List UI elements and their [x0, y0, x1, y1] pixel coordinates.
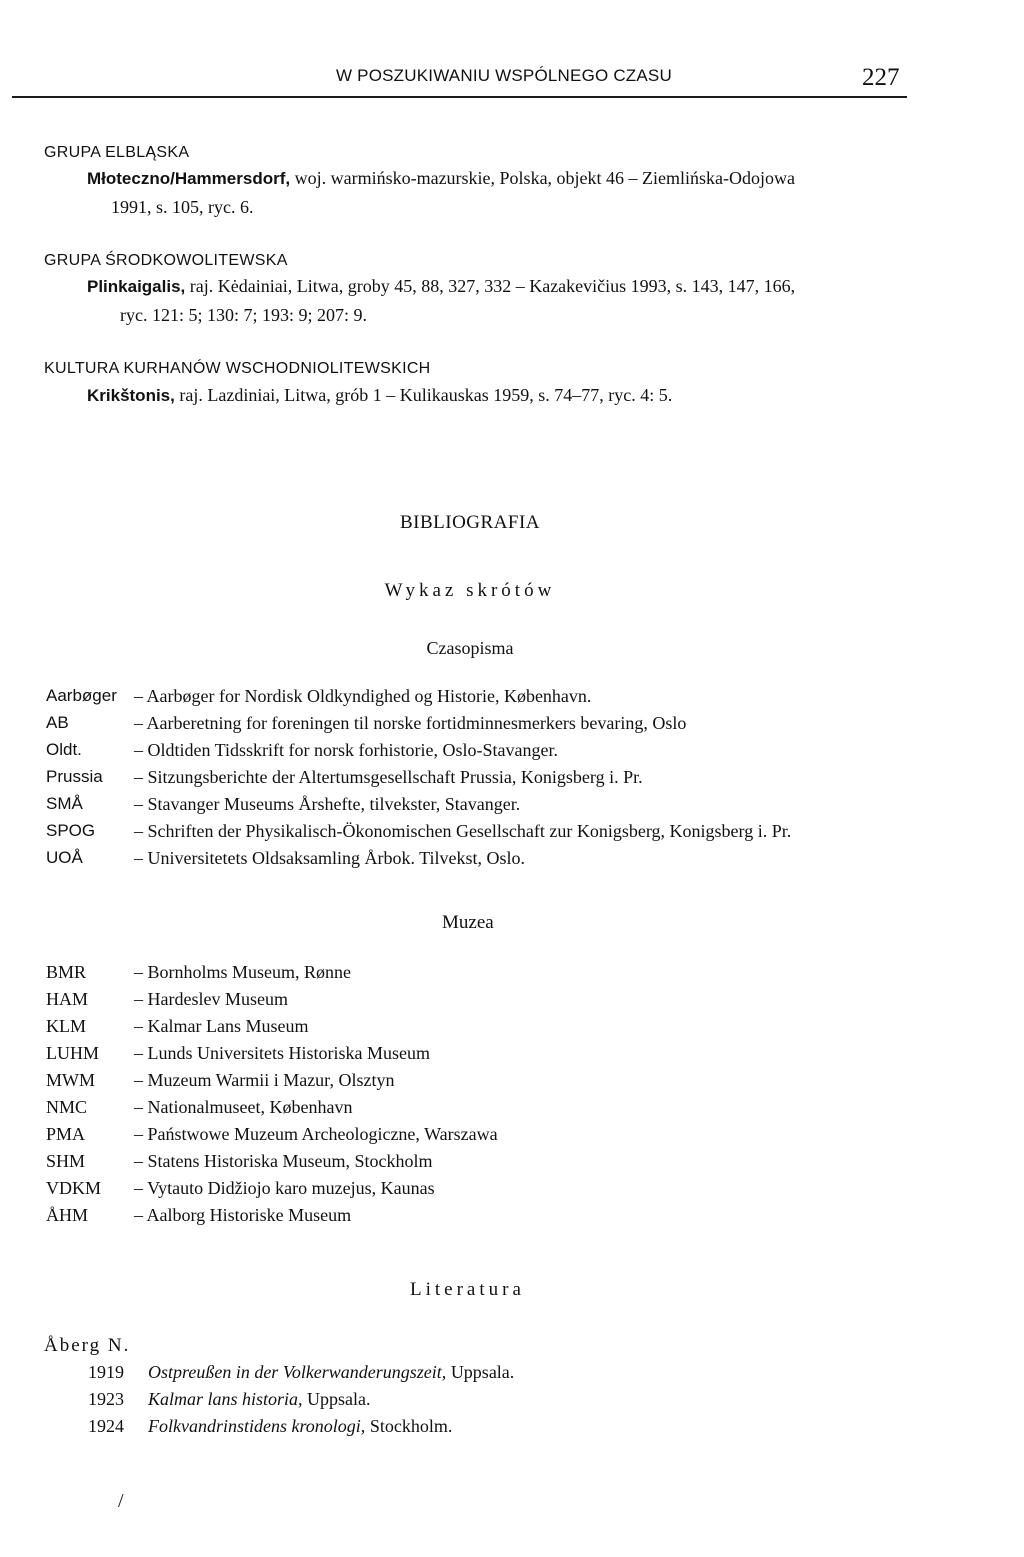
work-year: 1923: [88, 1389, 124, 1409]
museum-code: BMR: [46, 962, 87, 982]
abbr-desc: – Aarbøger for Nordisk Oldkyndighed og Historie, København.: [134, 686, 592, 706]
work-year: 1919: [88, 1362, 124, 1382]
header-rule: [12, 96, 907, 98]
museum-name: – Lunds Universitets Historiska Museum: [134, 1043, 430, 1063]
author-name: Åberg N.: [44, 1335, 131, 1356]
abbr-code: Oldt.: [46, 740, 82, 759]
museum-name: – Bornholms Museum, Rønne: [134, 962, 352, 982]
abbr-code: AB: [46, 713, 69, 732]
site-name: Krikštonis,: [87, 386, 175, 405]
site-details: woj. warmińsko-mazurskie, Polska, objekt 46 – Ziemlińska-Odojowa: [294, 168, 796, 188]
work-year: 1924: [88, 1416, 124, 1436]
site-details-continued: 1991, s. 105, ryc. 6.: [111, 197, 254, 217]
museum-code: ÅHM: [46, 1205, 89, 1225]
museum-code: SHM: [46, 1151, 86, 1171]
site-details: raj. Kėdainiai, Litwa, groby 45, 88, 327, 332 – Kazakevičius 1993, s. 143, 147, 166,: [189, 276, 796, 296]
site-entry-krikstonis: [87, 385, 672, 406]
literature-heading: Literatura: [410, 1279, 525, 1300]
stray-mark: /: [118, 1490, 124, 1512]
site-name: Plinkaigalis,: [87, 277, 186, 296]
museum-code: LUHM: [46, 1043, 99, 1063]
site-name: Młoteczno/Hammersdorf,: [87, 169, 291, 188]
museum-name: – Muzeum Warmii i Mazur, Olsztyn: [134, 1070, 395, 1090]
abbr-desc: – Sitzungsberichte der Altertumsgesellschaft Prussia, Konigsberg i. Pr.: [134, 767, 643, 787]
abbr-desc: – Universitetets Oldsaksamling Årbok. Tilvekst, Oslo.: [134, 848, 525, 868]
abbr-code: UOÅ: [46, 848, 83, 867]
page-number: 227: [862, 64, 900, 91]
museum-name: – Vytauto Didžiojo karo muzejus, Kaunas: [134, 1178, 435, 1198]
museum-name: – Kalmar Lans Museum: [134, 1016, 309, 1036]
museums-heading: Muzea: [442, 912, 494, 933]
museum-name: – Państwowe Muzeum Archeologiczne, Warszawa: [134, 1124, 498, 1144]
abbr-desc: – Stavanger Museums Årshefte, tilvekster, Stavanger.: [134, 794, 521, 814]
abbr-desc: – Schriften der Physikalisch-Ökonomischen Gesellschaft zur Konigsberg, Konigsberg i. Pr.: [134, 821, 792, 841]
museum-code: HAM: [46, 989, 89, 1009]
running-title: W POSZUKIWANIU WSPÓLNEGO CZASU: [336, 66, 672, 85]
abbreviations-subtitle: Wykaz skrótów: [384, 580, 556, 601]
work-place: Uppsala.: [302, 1389, 371, 1409]
abbr-desc: – Aarberetning for foreningen til norske fortidminnesmerkers bevaring, Oslo: [134, 713, 687, 733]
work-title: Ostpreußen in der Volkerwanderungszeit,: [148, 1362, 447, 1382]
museum-name: – Hardeslev Museum: [134, 989, 288, 1009]
group-heading-elblaska: GRUPA ELBLĄSKA: [44, 144, 190, 161]
museum-code: MWM: [46, 1070, 95, 1090]
site-details-continued: ryc. 121: 5; 130: 7; 193: 9; 207: 9.: [120, 305, 367, 325]
museum-name: – Nationalmuseet, København: [134, 1097, 353, 1117]
abbr-desc: – Oldtiden Tidsskrift for norsk forhistorie, Oslo-Stavanger.: [134, 740, 558, 760]
museum-name: – Aalborg Historiske Museum: [134, 1205, 352, 1225]
group-heading-srodkowolitewska: GRUPA ŚRODKOWOLITEWSKA: [44, 252, 288, 269]
abbr-code: Prussia: [46, 767, 103, 786]
museum-name: – Statens Historiska Museum, Stockholm: [134, 1151, 433, 1171]
site-details: raj. Lazdiniai, Litwa, grób 1 – Kulikauskas 1959, s. 74–77, ryc. 4: 5.: [179, 385, 673, 405]
museum-code: KLM: [46, 1016, 86, 1036]
museum-code: NMC: [46, 1097, 88, 1117]
abbr-code: Aarbøger: [46, 686, 117, 705]
bibliography-title: BIBLIOGRAFIA: [399, 512, 541, 533]
work-place: Stockholm.: [365, 1416, 453, 1436]
museum-code: VDKM: [46, 1178, 102, 1198]
museum-code: PMA: [46, 1124, 86, 1144]
journals-heading: Czasopisma: [426, 638, 514, 658]
site-entry-mloteczno: [87, 168, 795, 189]
group-heading-kurhany: KULTURA KURHANÓW WSCHODNIOLITEWSKICH: [44, 360, 431, 377]
site-entry-plinkaigalis: [87, 276, 795, 297]
work-place: Uppsala.: [446, 1362, 515, 1382]
work-title: Kalmar lans historia,: [148, 1389, 303, 1409]
abbr-code: SPOG: [46, 821, 96, 840]
abbr-code: SMÅ: [46, 794, 83, 813]
work-title: Folkvandrinstidens kronologi,: [148, 1416, 366, 1436]
